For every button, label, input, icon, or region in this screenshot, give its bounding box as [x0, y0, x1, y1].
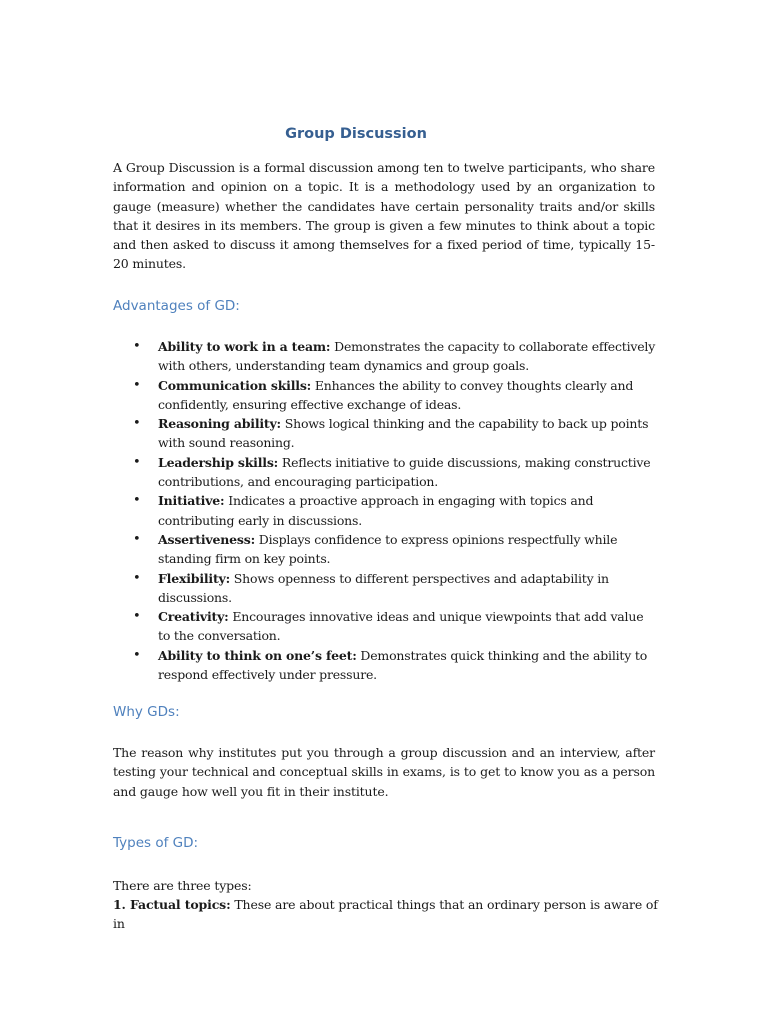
list-item — [113, 646, 658, 685]
bullet-icon: • — [133, 647, 141, 663]
why-paragraph: The reason why institutes put you through a group discussion and an interview, after testing your technical and conceptual skills in exams, is to get to know you as a person and gauge how well you fit in their institute. — [113, 745, 655, 799]
bullet-icon: • — [133, 454, 141, 470]
intro-paragraph: A Group Discussion is a formal discussion among ten to twelve participants, who share information and opinion on a topic. It is a methodology used by an organization to gauge (measure) whether the candidates have certain personality traits and/or skills that it desires in its members. The group is given a few minutes to think about a topic and then asked to discuss it among themselves for a fixed period of time, typically 15-20 minutes. — [113, 160, 655, 272]
list-item-term: Ability to work in a team: — [158, 339, 331, 354]
list-item — [113, 376, 658, 415]
list-item — [113, 569, 658, 608]
types-first-term: 1. Factual topics: — [113, 897, 231, 912]
types-first-item — [113, 895, 658, 934]
list-item-term: Communication skills: — [158, 377, 312, 393]
list-item-term: Assertiveness: — [158, 531, 255, 547]
advantages-list — [113, 337, 658, 684]
bullet-icon: • — [133, 493, 141, 509]
list-item-term: Initiative: — [158, 493, 225, 509]
list-item — [113, 607, 658, 646]
why-heading: Why GDs: — [113, 704, 180, 720]
list-item — [113, 491, 658, 530]
list-item — [113, 530, 658, 569]
bullet-icon: • — [133, 570, 141, 586]
list-item — [113, 414, 658, 453]
types-heading: Types of GD: — [113, 835, 199, 851]
bullet-icon: • — [133, 377, 141, 393]
bullet-icon: • — [133, 416, 141, 432]
list-item-text: Indicates a proactive approach in engaging with topics and contributing early in discussions. — [158, 493, 594, 528]
list-item-term: Ability to think on one’s feet: — [158, 647, 357, 663]
list-item — [113, 337, 658, 376]
list-item-text: Demonstrates quick thinking and the ability to respond effectively under pressure. — [158, 647, 648, 683]
list-item-text: Demonstrates the capacity to collaborate effectively with others, understanding team dynamics and group goals. — [158, 339, 656, 374]
bullet-icon: • — [133, 609, 141, 625]
list-item-text: Encourages innovative ideas and unique viewpoints that add value to the conversation. — [158, 609, 644, 644]
page-title: Group Discussion — [285, 126, 427, 142]
list-item — [113, 453, 658, 492]
types-intro: There are three types: — [113, 878, 252, 893]
list-item-term: Leadership skills: — [158, 454, 279, 470]
list-item-text: Shows openness to different perspectives and adaptability in discussions. — [158, 570, 609, 605]
list-item-term: Flexibility: — [158, 570, 231, 586]
list-item-term: Creativity: — [158, 609, 229, 625]
list-item-text: Reflects initiative to guide discussions, making constructive contributions, and encouraging participation. — [158, 454, 651, 490]
advantages-heading: Advantages of GD: — [113, 298, 240, 314]
list-item-text: Displays confidence to express opinions respectfully while standing firm on key points. — [158, 531, 618, 567]
bullet-icon: • — [133, 339, 141, 354]
list-item-text: Enhances the ability to convey thoughts clearly and confidently, ensuring effective exchange of ideas. — [158, 377, 634, 412]
bullet-icon: • — [133, 531, 141, 547]
list-item-text: Shows logical thinking and the capability to back up points with sound reasoning. — [158, 416, 649, 451]
types-first-text: These are about practical things that an ordinary person is aware of in — [113, 897, 658, 932]
list-item-term: Reasoning ability: — [158, 416, 281, 432]
